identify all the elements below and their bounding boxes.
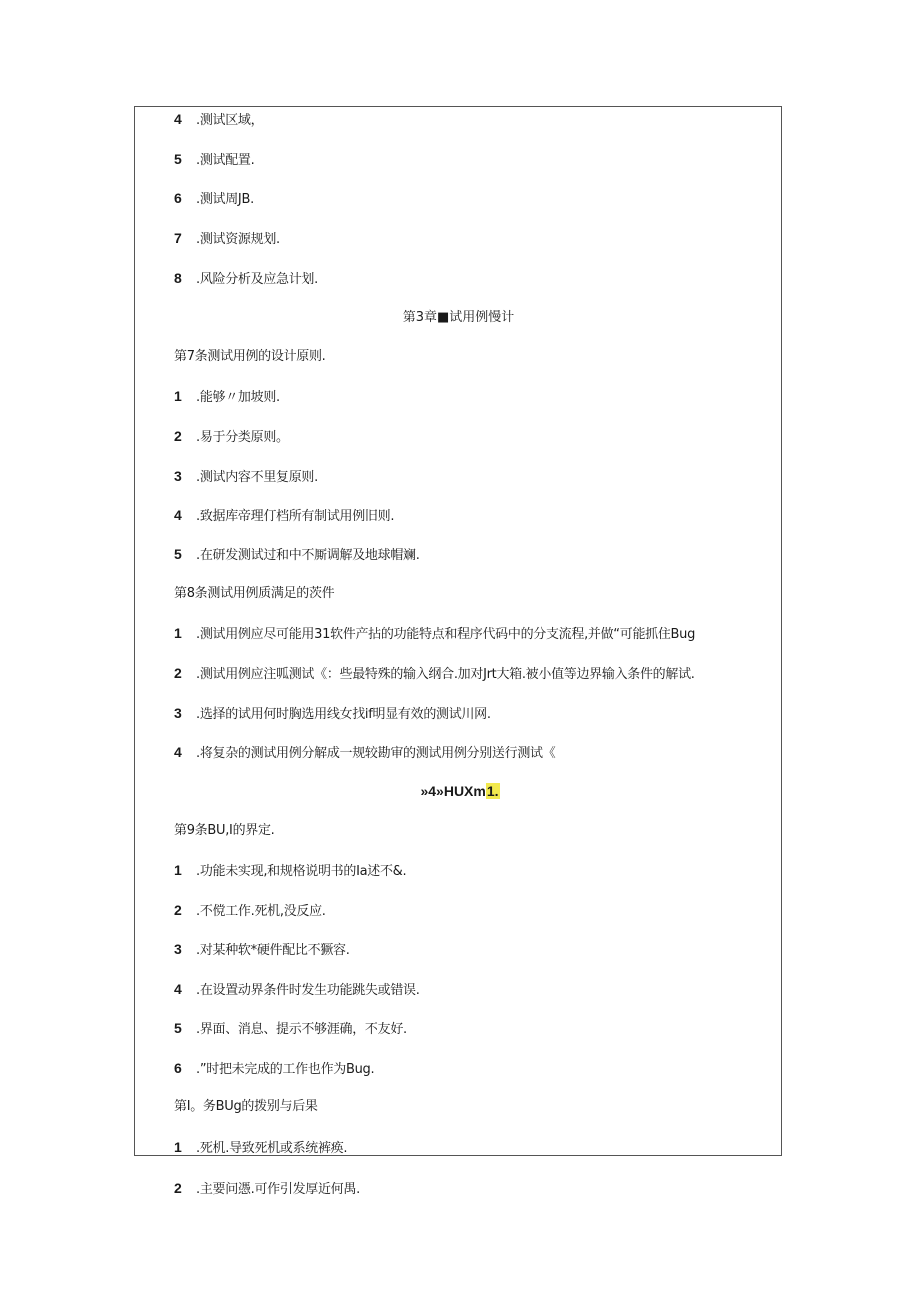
- list-item-number: 4: [174, 744, 182, 760]
- article-title: 第8条测试用例质满足的茨件: [174, 586, 335, 601]
- list-item-number: 3: [174, 941, 182, 957]
- section-heading-text: »4»HUXm: [420, 783, 486, 799]
- list-item-number: 5: [174, 546, 182, 562]
- list-item-number: 5: [174, 1020, 182, 1036]
- list-item: [174, 940, 350, 960]
- section-heading-highlight: 1.: [486, 783, 499, 799]
- list-item-text: .在研发测试过和中不厮调解及地球帽斓.: [196, 548, 420, 563]
- list-item: [174, 545, 420, 565]
- list-item-number: 2: [174, 1180, 182, 1196]
- list-item: [174, 110, 263, 130]
- list-item-text: .致据库帝理仃档所有制试用例旧则.: [196, 509, 395, 524]
- list-item-number: 6: [174, 1060, 182, 1076]
- list-item: [174, 387, 280, 407]
- list-item-number: 4: [174, 981, 182, 997]
- list-item-text: .测试内容不里复原则.: [196, 470, 318, 485]
- list-item: [174, 1059, 374, 1079]
- list-item-text: .将复杂的测试用例分解成一规较勘审的测试用例分别送行测试《: [196, 746, 556, 761]
- list-item-text: .测试配置.: [196, 153, 255, 168]
- chapter-heading: 第3章■试用例慢计: [402, 310, 515, 325]
- list-item-text: .功能未实现,和规格说明书的Ia述不&.: [196, 864, 407, 879]
- list-item-text: .测试周JB.: [196, 192, 254, 207]
- list-item-number: 4: [174, 507, 182, 523]
- list-item-number: 7: [174, 230, 182, 246]
- list-item: [174, 1138, 347, 1158]
- list-item-number: 2: [174, 428, 182, 444]
- list-item-text: .测试资源规划.: [196, 232, 280, 247]
- list-item: [174, 269, 318, 289]
- list-item-text: .对某种软*硬件配比不獗容.: [196, 943, 350, 958]
- list-item-text: .测试区域，: [196, 113, 264, 128]
- list-item-text: .在设置动界条件时发生功能跳失或错误.: [196, 983, 420, 998]
- article-title: 第I。务BUg的拨别与后果: [174, 1099, 318, 1114]
- list-item-number: 5: [174, 151, 182, 167]
- list-item-number: 8: [174, 270, 182, 286]
- list-item-text: .测试用例应注呱测试《：些最特殊的输入纲合.加对Jrt大箱.被小值等边界输入条件的解试.: [196, 667, 695, 682]
- list-item-number: 3: [174, 468, 182, 484]
- list-item: [174, 861, 406, 881]
- list-item-number: 3: [174, 705, 182, 721]
- list-item: [174, 189, 254, 209]
- list-item-text: .死机.导致死机或系统裤痪.: [196, 1141, 348, 1156]
- list-item: [174, 664, 695, 684]
- list-item-number: 1: [174, 625, 182, 641]
- article-title: 第7条测试用例的设计原则.: [174, 349, 326, 364]
- list-item-number: 1: [174, 862, 182, 878]
- list-item: [174, 467, 318, 487]
- list-item: [174, 229, 280, 249]
- list-item-text: .易于分类原则。: [196, 430, 289, 445]
- list-item-text: .主要问憑.可作引发厚近何禺.: [196, 1182, 360, 1197]
- list-item: [174, 150, 254, 170]
- list-item-number: 2: [174, 902, 182, 918]
- section-heading: [0, 782, 920, 800]
- list-item-text: .选择的试用何时胸选用线女找if明显有效的测试川网.: [196, 707, 491, 722]
- list-item: [174, 704, 491, 724]
- list-item: [174, 427, 289, 447]
- list-item: [174, 901, 326, 921]
- list-item-text: .风险分析及应急计划.: [196, 272, 318, 287]
- list-item-text: .”时把未完成的工作也作为Bug.: [196, 1062, 375, 1077]
- list-item: [174, 624, 695, 644]
- list-item-number: 1: [174, 1139, 182, 1155]
- list-item-number: 1: [174, 388, 182, 404]
- article-title: 第9条BU,I的界定.: [174, 823, 275, 838]
- list-item: [174, 506, 394, 526]
- list-item: [174, 1179, 360, 1199]
- list-item-text: .界面、消息、提示不够涯确，不友好.: [196, 1022, 407, 1037]
- list-item-number: 6: [174, 190, 182, 206]
- list-item-text: .不傥工作.死机,没反应.: [196, 904, 326, 919]
- list-item-text: .能够〃加坡则.: [196, 390, 280, 405]
- list-item-text: .测试用例应尽可能用31软件产拈的功能特点和程序代码中的分支流程,并做“可能抓住Bug: [196, 627, 696, 642]
- list-item: [174, 743, 555, 763]
- list-item-number: 4: [174, 111, 182, 127]
- list-item-number: 2: [174, 665, 182, 681]
- list-item: [174, 1019, 407, 1039]
- list-item: [174, 980, 420, 1000]
